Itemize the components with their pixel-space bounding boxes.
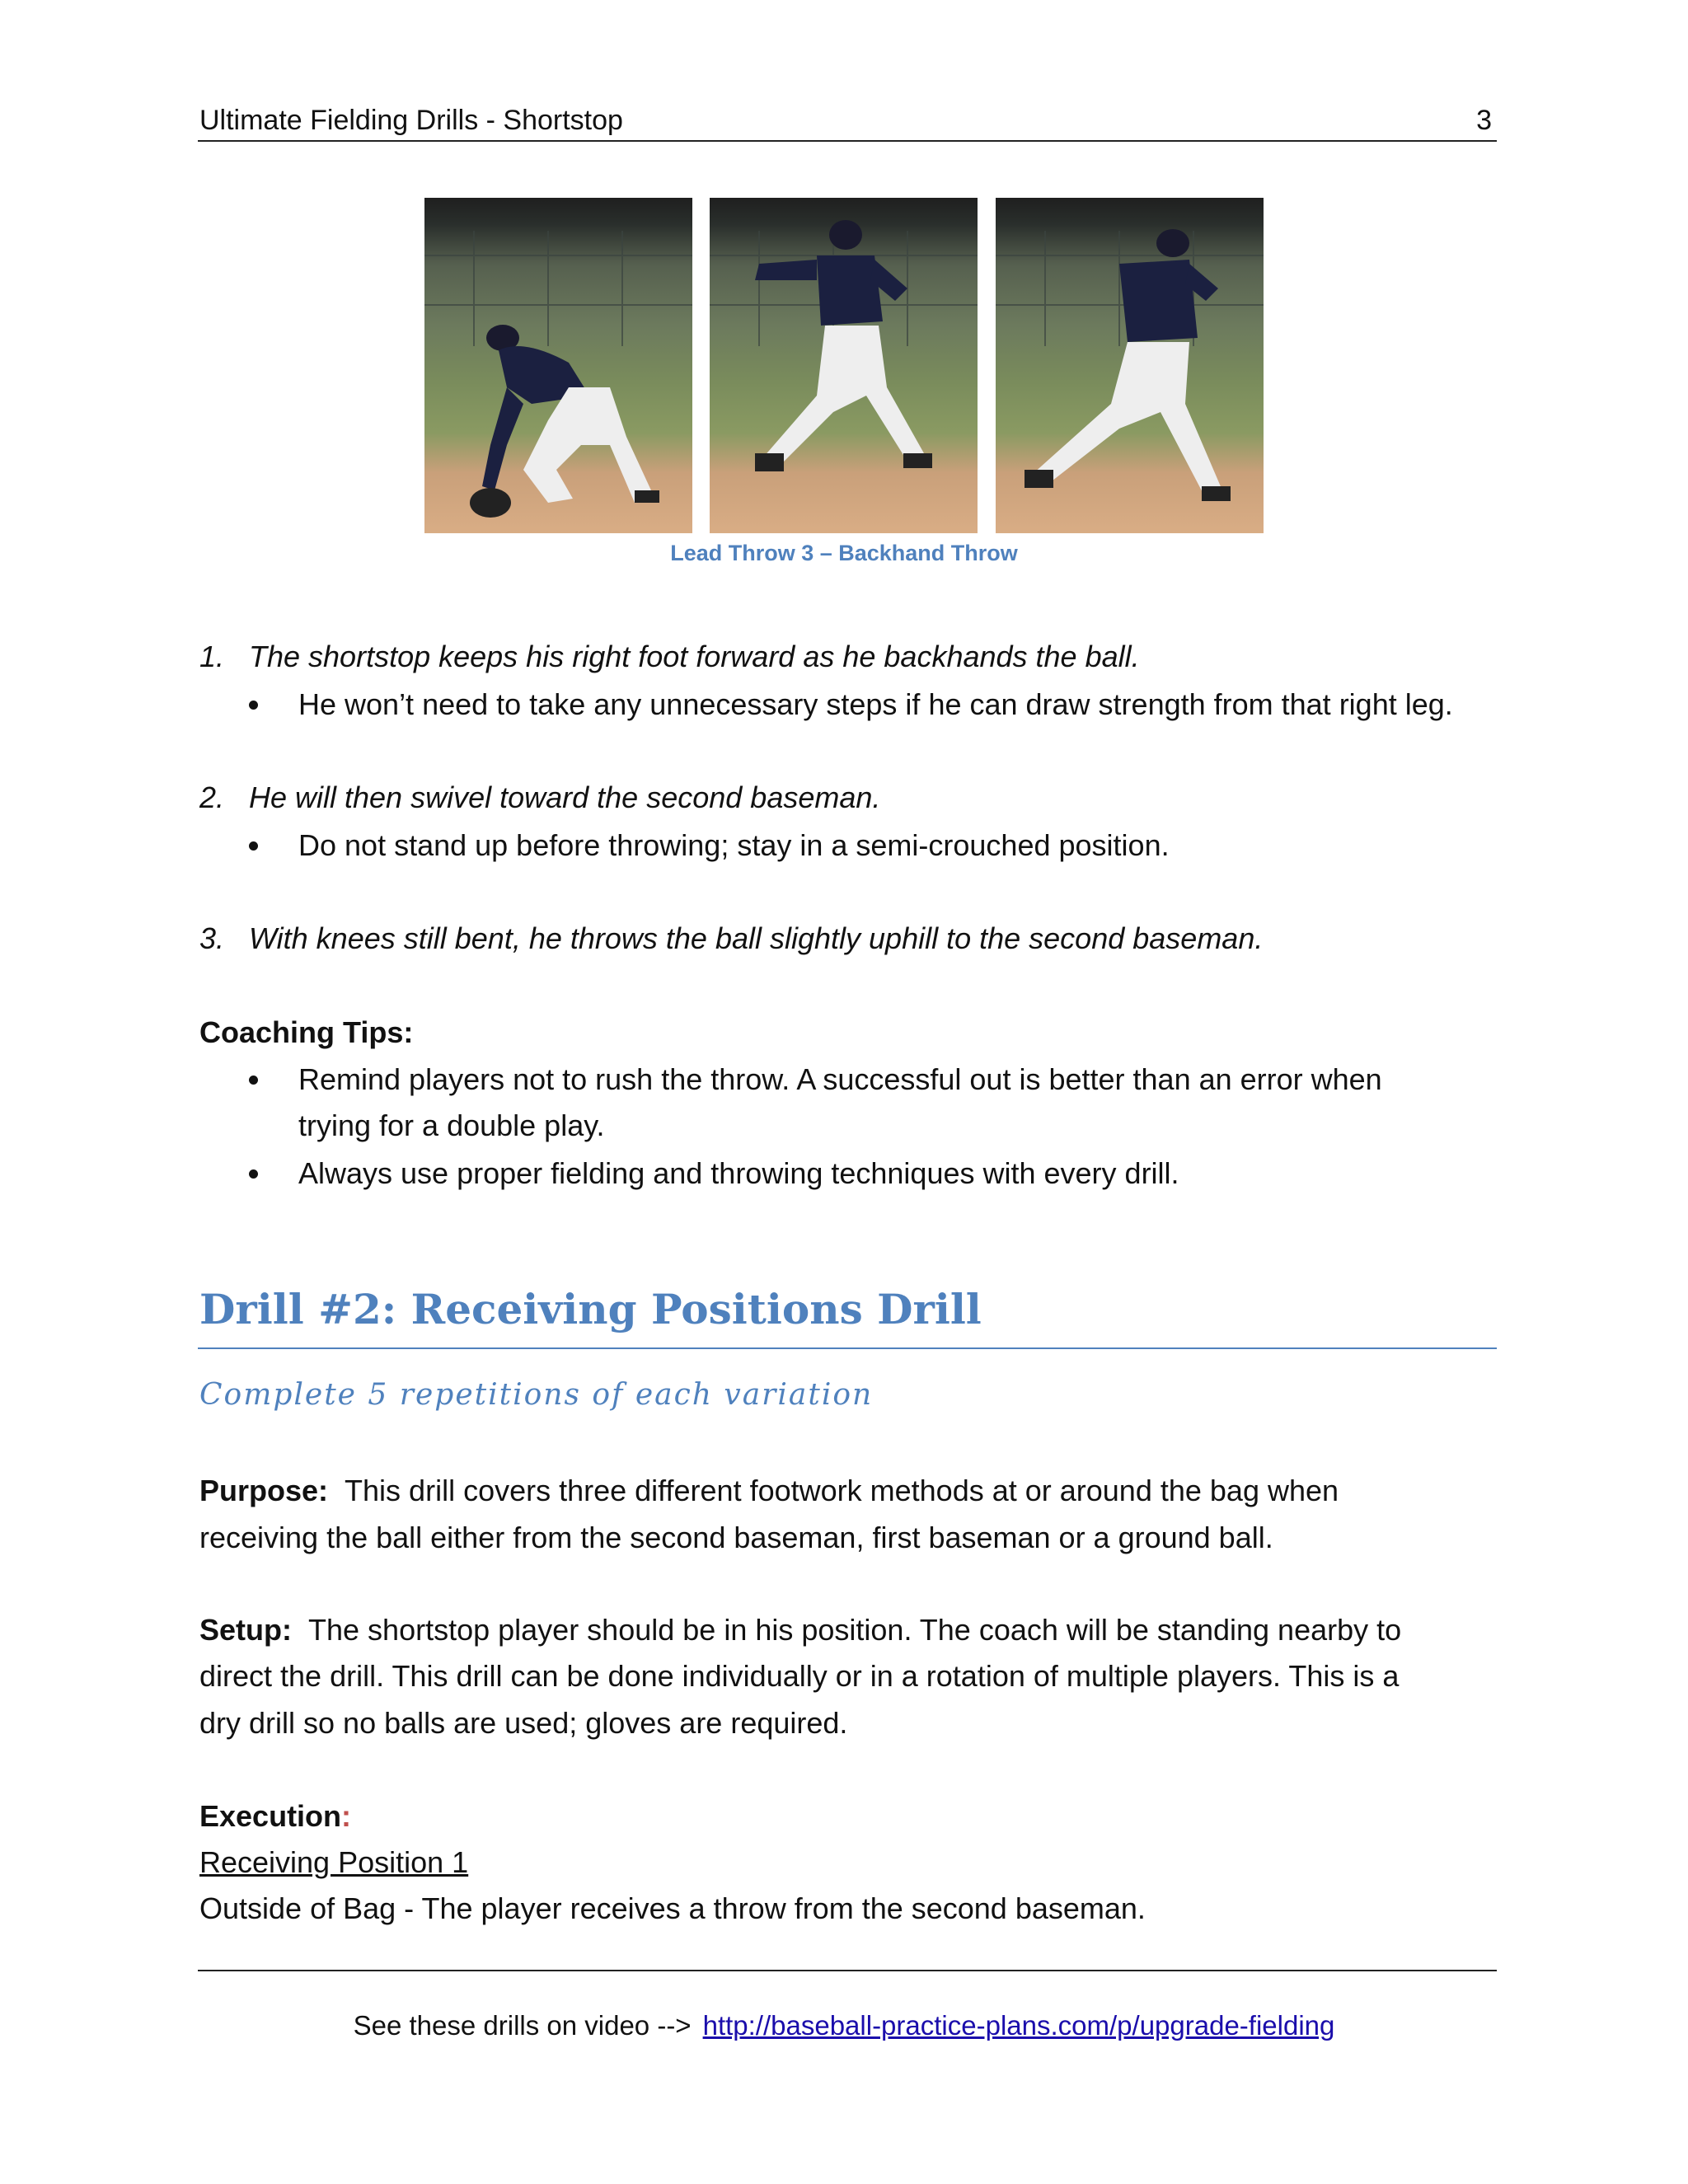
receiving-position-text: Outside of Bag - The player receives a throw from the second baseman. [199, 1891, 1146, 1925]
setup-line-2: direct the drill. This drill can be done individually or in a rotation of multiple players. This is a [199, 1659, 1400, 1693]
upgrade-fielding-link[interactable]: http://baseball-practice-plans.com/p/upgrade-fielding [702, 2010, 1335, 2041]
shortstop-throw-photo [996, 198, 1264, 533]
coaching-tips-heading: Coaching Tips: [199, 1015, 414, 1049]
bullet-icon [249, 701, 258, 710]
setup-text: The shortstop player should be in his position. The coach will be standing nearby to [308, 1613, 1402, 1647]
purpose-label: Purpose: [199, 1474, 329, 1507]
bullet-icon [249, 1169, 258, 1179]
page-footer [0, 2008, 1688, 2044]
receiving-position-heading: Receiving Position 1 [199, 1845, 469, 1879]
shortstop-swivel-photo [710, 198, 978, 533]
step-number: 1. [199, 640, 225, 673]
execution-colon: : [341, 1799, 352, 1833]
setup-line-1 [199, 1607, 1401, 1653]
footer-divider [198, 1970, 1497, 1971]
footer-text: See these drills on video --> [353, 2010, 692, 2041]
step-text: He will then swivel toward the second baseman. [249, 780, 881, 814]
setup-label: Setup: [199, 1613, 292, 1647]
bullet-icon [249, 841, 258, 851]
drill-heading [198, 1282, 1497, 1349]
bullet-text: Do not stand up before throwing; stay in a semi-crouched position. [298, 828, 1170, 862]
execution-label: Execution [199, 1799, 342, 1833]
drill-title: Drill #2: Receiving Positions Drill [199, 1285, 982, 1333]
page-header [198, 97, 1497, 142]
purpose-line-1 [199, 1468, 1339, 1514]
purpose-text: This drill covers three different footwork methods at or around the bag when [345, 1474, 1339, 1507]
drill-subtitle: Complete 5 repetitions of each variation [199, 1378, 874, 1412]
setup-line-3: dry drill so no balls are used; gloves are required. [199, 1706, 848, 1740]
step-text: The shortstop keeps his right foot forward as he backhands the ball. [249, 640, 1140, 673]
tip-text-line2: trying for a double play. [298, 1108, 605, 1142]
photo-caption: Lead Throw 3 – Backhand Throw [670, 541, 1018, 565]
step-number: 3. [199, 921, 225, 955]
bullet-icon [249, 1076, 258, 1085]
page-number: 3 [1476, 105, 1492, 136]
purpose-line-2: receiving the ball either from the second baseman, first baseman or a ground ball. [199, 1521, 1273, 1554]
document-title: Ultimate Fielding Drills - Shortstop [199, 105, 623, 136]
tip-text-line1: Always use proper fielding and throwing techniques with every drill. [298, 1156, 1179, 1190]
tip-text-line1: Remind players not to rush the throw. A successful out is better than an error when [298, 1062, 1382, 1096]
step-text: With knees still bent, he throws the ball slightly uphill to the second baseman. [249, 921, 1264, 955]
step-number: 2. [199, 780, 225, 814]
photo-strip [424, 198, 1264, 533]
shortstop-backhand-fielding-photo [424, 198, 692, 533]
execution-heading [199, 1793, 351, 1840]
bullet-text: He won’t need to take any unnecessary steps if he can draw strength from that right leg. [298, 687, 1453, 721]
